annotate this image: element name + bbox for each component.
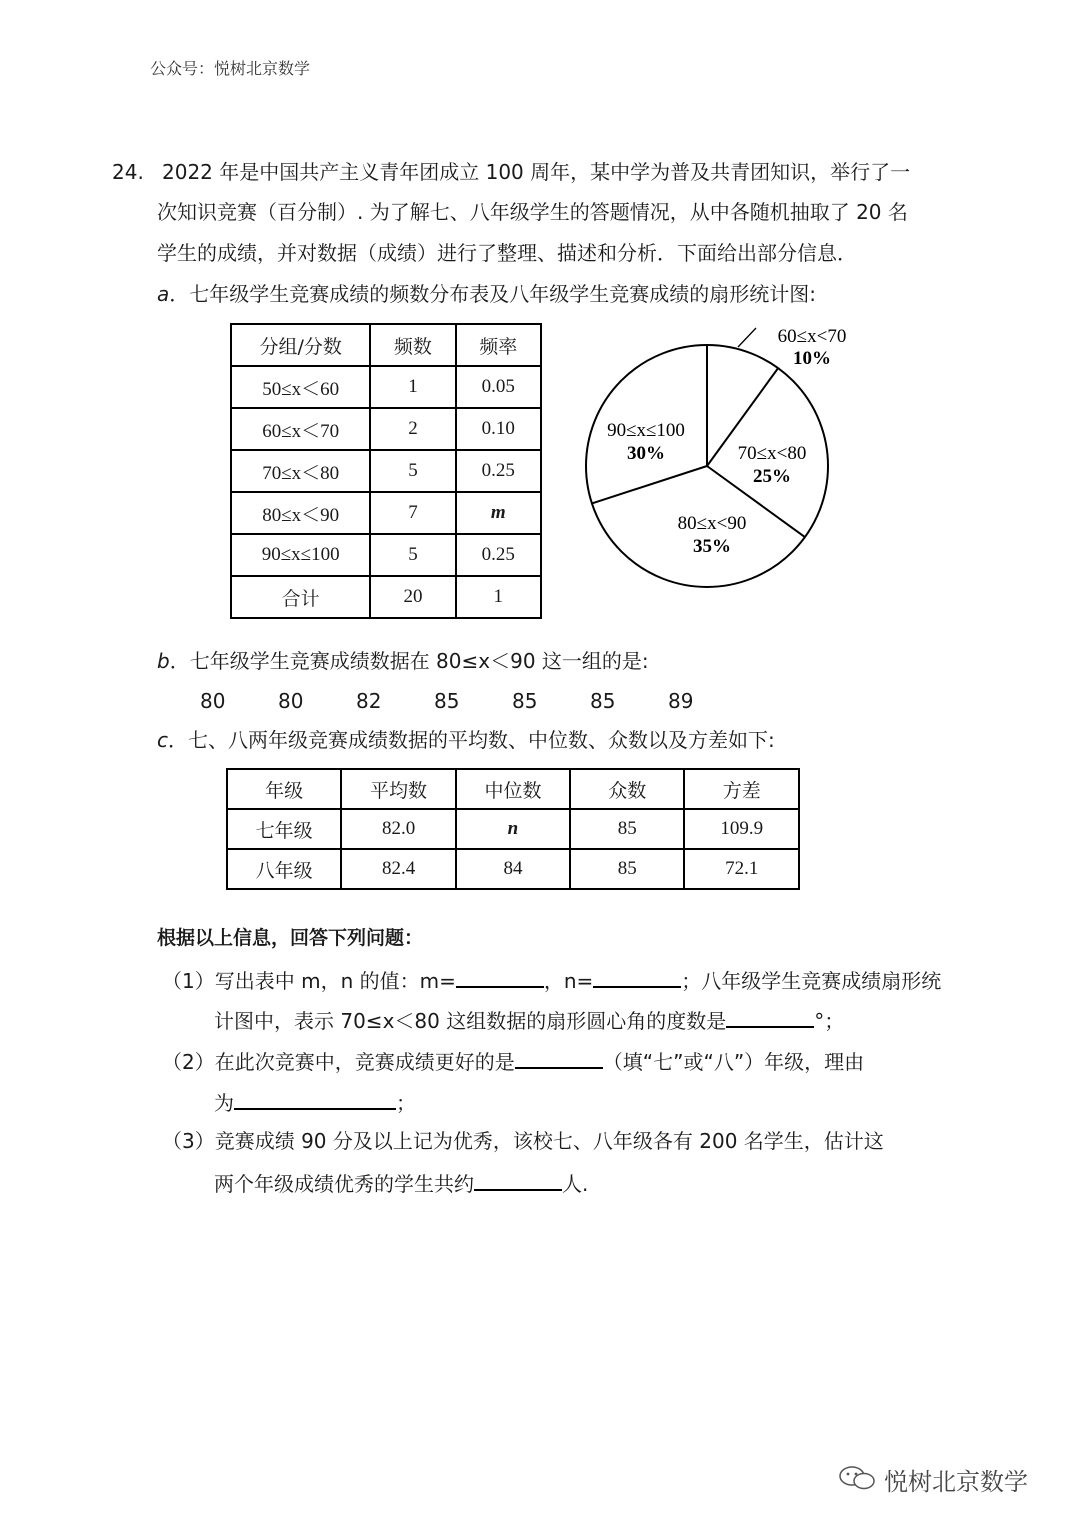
m-answer-blank[interactable] xyxy=(456,966,544,988)
b-value: 85 xyxy=(512,689,538,713)
reason-answer-blank[interactable] xyxy=(234,1088,396,1110)
pie-slice-percent: 10% xyxy=(793,348,831,369)
stats-header: 年级 xyxy=(227,769,341,809)
b-value: 82 xyxy=(356,689,382,713)
pie-slice-boundary xyxy=(592,466,707,503)
pie-slice-percent: 35% xyxy=(693,536,731,557)
watermark-text: 悦树北京数学 xyxy=(884,1468,1028,1496)
pie-chart xyxy=(570,318,870,618)
part-c-label: c xyxy=(157,728,168,752)
q1-line-1 xyxy=(162,966,941,993)
b-value: 85 xyxy=(434,689,460,713)
pie-slice-label: 70≤x<80 xyxy=(737,443,807,464)
b-value: 89 xyxy=(668,689,694,713)
b-values xyxy=(200,689,728,713)
q2-text-d: ； xyxy=(396,1091,416,1115)
stats-cell: 82.0 xyxy=(341,809,455,849)
freq-header: 频数 xyxy=(370,324,455,366)
intro-line-2: 次知识竞赛（百分制）. 为了解七、八年级学生的答题情况，从中各随机抽取了 20 名 xyxy=(157,200,908,224)
stats-header: 中位数 xyxy=(456,769,570,809)
pie-slice-percent: 30% xyxy=(627,443,665,464)
freq-cell: 20 xyxy=(370,576,455,618)
q2-text-a: （2）在此次竞赛中，竞赛成绩更好的是 xyxy=(162,1050,515,1074)
freq-cell: 0.10 xyxy=(456,408,541,450)
freq-header: 分组/分数 xyxy=(231,324,370,366)
q3-text-a: 两个年级成绩优秀的学生共约 xyxy=(214,1172,474,1196)
part-c xyxy=(157,728,775,752)
freq-cell: 1 xyxy=(370,366,455,408)
angle-answer-blank[interactable] xyxy=(726,1006,814,1028)
q2-line-2 xyxy=(214,1088,416,1115)
q3-line-1: （3）竞赛成绩 90 分及以上记为优秀，该校七、八年级各有 200 名学生，估计这 xyxy=(162,1129,884,1153)
freq-cell: 合计 xyxy=(231,576,370,618)
pie-leader-line xyxy=(738,328,756,347)
part-b-text: ．七年级学生竞赛成绩数据在 80≤x＜90 这一组的是: xyxy=(169,649,649,673)
q1-text-d: 计图中，表示 70≤x＜80 这组数据的扇形圆心角的度数是 xyxy=(214,1009,727,1033)
part-a-text: ．七年级学生竞赛成绩的频数分布表及八年级学生竞赛成绩的扇形统计图: xyxy=(169,282,817,306)
stats-cell: 85 xyxy=(570,849,684,889)
part-b xyxy=(157,649,649,673)
freq-cell: 70≤x＜80 xyxy=(231,450,370,492)
freq-cell: 5 xyxy=(370,534,455,576)
pie-slice-label: 90≤x≤100 xyxy=(607,420,685,441)
part-a-label: a xyxy=(157,282,170,306)
stats-cell: 84 xyxy=(456,849,570,889)
stats-header: 平均数 xyxy=(341,769,455,809)
stats-cell: n xyxy=(456,809,570,849)
freq-cell: 2 xyxy=(370,408,455,450)
freq-cell: 1 xyxy=(456,576,541,618)
q1-text-a: （1）写出表中 m，n 的值：m= xyxy=(162,969,456,993)
part-c-text: ．七、八两年级竞赛成绩数据的平均数、中位数、众数以及方差如下: xyxy=(168,728,775,752)
part-b-label: b xyxy=(157,649,170,673)
stats-cell: 八年级 xyxy=(227,849,341,889)
pie-slice-label: 80≤x<90 xyxy=(677,513,747,534)
frequency-table xyxy=(230,323,542,619)
freq-cell: 0.25 xyxy=(456,534,541,576)
page-header: 公众号：悦树北京数学 xyxy=(150,59,311,78)
q1-text-b: ，n= xyxy=(543,969,594,993)
intro-line-1: 2022 年是中国共产主义青年团成立 100 周年，某中学为普及共青团知识，举行了一 xyxy=(162,160,911,184)
excellent-count-blank[interactable] xyxy=(474,1169,562,1191)
stats-cell: 109.9 xyxy=(684,809,799,849)
b-value: 80 xyxy=(278,689,304,713)
question-number: 24. xyxy=(112,160,144,184)
freq-cell: 90≤x≤100 xyxy=(231,534,370,576)
wechat-icon xyxy=(838,1464,878,1492)
answers-lead: 根据以上信息，回答下列问题： xyxy=(157,927,424,949)
grade-answer-blank[interactable] xyxy=(515,1047,603,1069)
freq-cell: 50≤x＜60 xyxy=(231,366,370,408)
q2-line-1 xyxy=(162,1047,864,1074)
freq-cell: 80≤x＜90 xyxy=(231,492,370,534)
q2-text-b: （填“七”或“八”）年级，理由 xyxy=(602,1050,865,1074)
freq-cell: 5 xyxy=(370,450,455,492)
stats-header: 众数 xyxy=(570,769,684,809)
stats-cell: 82.4 xyxy=(341,849,455,889)
freq-cell: 7 xyxy=(370,492,455,534)
part-a xyxy=(157,282,816,306)
stats-cell: 72.1 xyxy=(684,849,799,889)
freq-cell: 0.25 xyxy=(456,450,541,492)
q2-text-c: 为 xyxy=(214,1091,234,1115)
freq-cell: 60≤x＜70 xyxy=(231,408,370,450)
stats-header: 方差 xyxy=(684,769,799,809)
n-answer-blank[interactable] xyxy=(593,966,681,988)
freq-cell: m xyxy=(456,492,541,534)
q1-text-e: °； xyxy=(814,1009,845,1033)
freq-header: 频率 xyxy=(456,324,541,366)
pie-slice-label: 60≤x<70 xyxy=(777,326,847,347)
b-value: 80 xyxy=(200,689,226,713)
b-value: 85 xyxy=(590,689,616,713)
q1-text-c: ；八年级学生竞赛成绩扇形统 xyxy=(681,969,942,993)
q3-text-b: 人. xyxy=(562,1172,589,1196)
stats-cell: 七年级 xyxy=(227,809,341,849)
q3-line-2 xyxy=(214,1169,588,1196)
pie-slice-percent: 25% xyxy=(753,466,791,487)
stats-table xyxy=(226,768,800,890)
stats-cell: 85 xyxy=(570,809,684,849)
q1-line-2 xyxy=(214,1006,844,1033)
intro-line-3: 学生的成绩，并对数据（成绩）进行了整理、描述和分析．下面给出部分信息． xyxy=(157,241,857,265)
freq-cell: 0.05 xyxy=(456,366,541,408)
